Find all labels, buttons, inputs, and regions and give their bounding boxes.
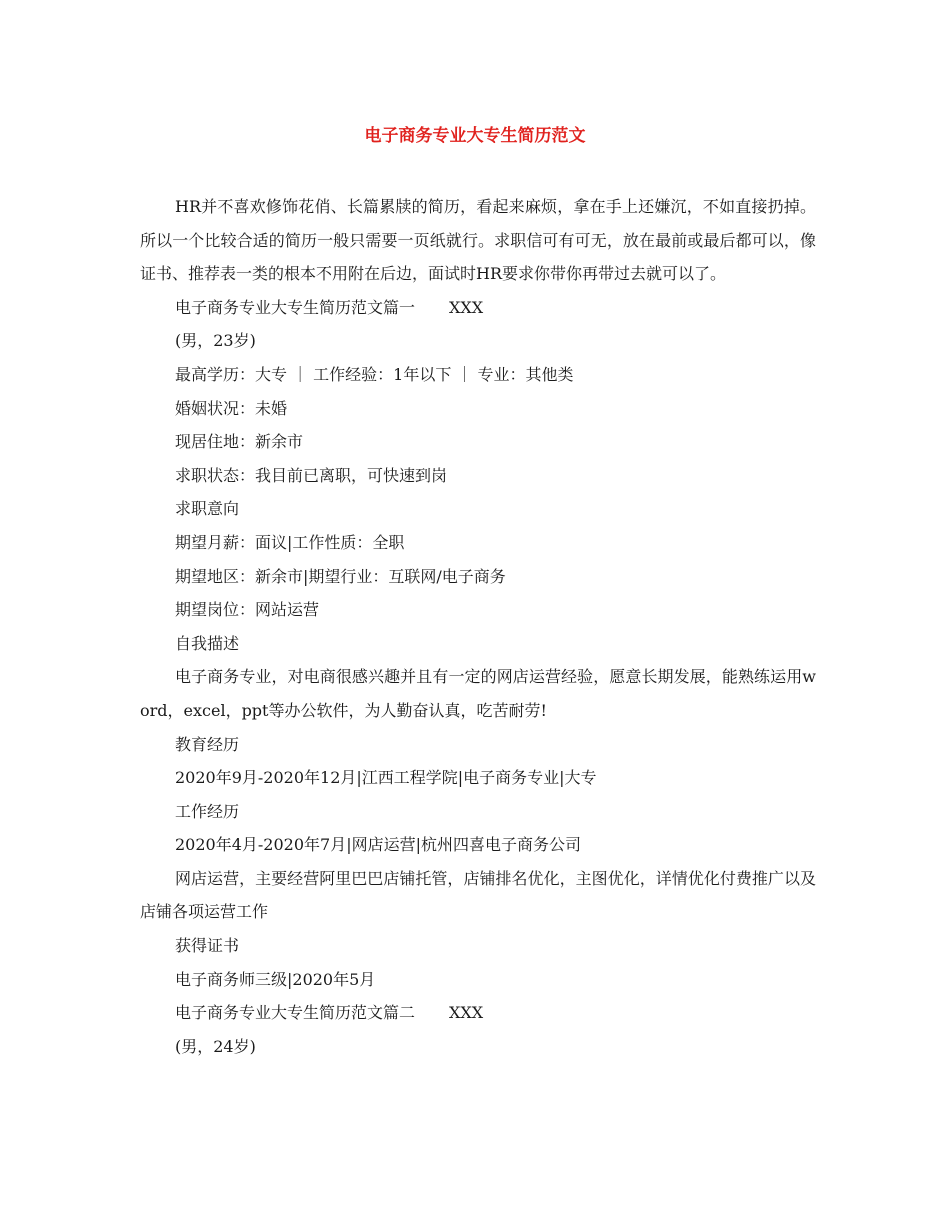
resume1-heading: 电子商务专业大专生简历范文篇一 [175, 297, 416, 317]
resume2-heading: 电子商务专业大专生简历范文篇二 [175, 1003, 416, 1023]
page-title: 电子商务专业大专生简历范文 [364, 126, 586, 146]
resume1-intent-heading: 求职意向 [175, 499, 240, 519]
intro-paragraph: HR并不喜欢修饰花俏、长篇累牍的简历，看起来麻烦，拿在手上还嫌沉，不如直接扔掉。所以一个比较合适的简历一般只需要一页纸就行。求职信可有可无，放在最前或最后都可以，像证书、推荐表一类的根本不用附在后边，面试时HR要求你带你再带过去就可以了。 [140, 197, 816, 284]
resume2-heading-line [140, 996, 816, 1030]
resume2-name: XXX [449, 1003, 484, 1023]
resume1-work-heading: 工作经历 [175, 801, 240, 821]
resume1-cert-entry: 电子商务师三级|2020年5月 [175, 969, 376, 989]
resume1-gender-age: (男，23岁) [175, 331, 256, 351]
resume1-self-desc: 电子商务专业，对电商很感兴趣并且有一定的网店运营经验，愿意长期发展，能熟练运用word，excel，ppt等办公软件，为人勤奋认真，吃苦耐劳! [140, 667, 816, 720]
resume1-self-heading: 自我描述 [175, 633, 240, 653]
resume1-work-entry: 2020年4月-2020年7月|网店运营|杭州四喜电子商务公司 [175, 835, 581, 855]
resume1-marital: 婚姻状况：未婚 [175, 398, 288, 418]
resume2-gender-age: (男，24岁) [175, 1036, 256, 1056]
resume1-position: 期望岗位：网站运营 [175, 600, 320, 620]
resume1-job-status: 求职状态：我目前已离职，可快速到岗 [175, 465, 448, 485]
resume1-education-line: 最高学历：大专 ｜ 工作经验：1年以下 ｜ 专业：其他类 [175, 364, 574, 384]
resume1-salary: 期望月薪：面议|工作性质：全职 [175, 532, 405, 552]
resume1-edu-heading: 教育经历 [175, 734, 240, 754]
resume1-region: 期望地区：新余市|期望行业：互联网/电子商务 [175, 566, 506, 586]
resume1-heading-line [140, 291, 816, 325]
resume1-residence: 现居住地：新余市 [175, 432, 304, 452]
document-body [140, 190, 816, 1063]
resume1-edu-entry: 2020年9月-2020年12月|江西工程学院|电子商务专业|大专 [175, 768, 597, 788]
resume1-work-desc: 网店运营，主要经营阿里巴巴店铺托管，店铺排名优化，主图优化，详情优化付费推广以及店铺各项运营工作 [140, 868, 816, 922]
resume1-name: XXX [449, 297, 484, 317]
resume1-cert-heading: 获得证书 [175, 936, 240, 956]
